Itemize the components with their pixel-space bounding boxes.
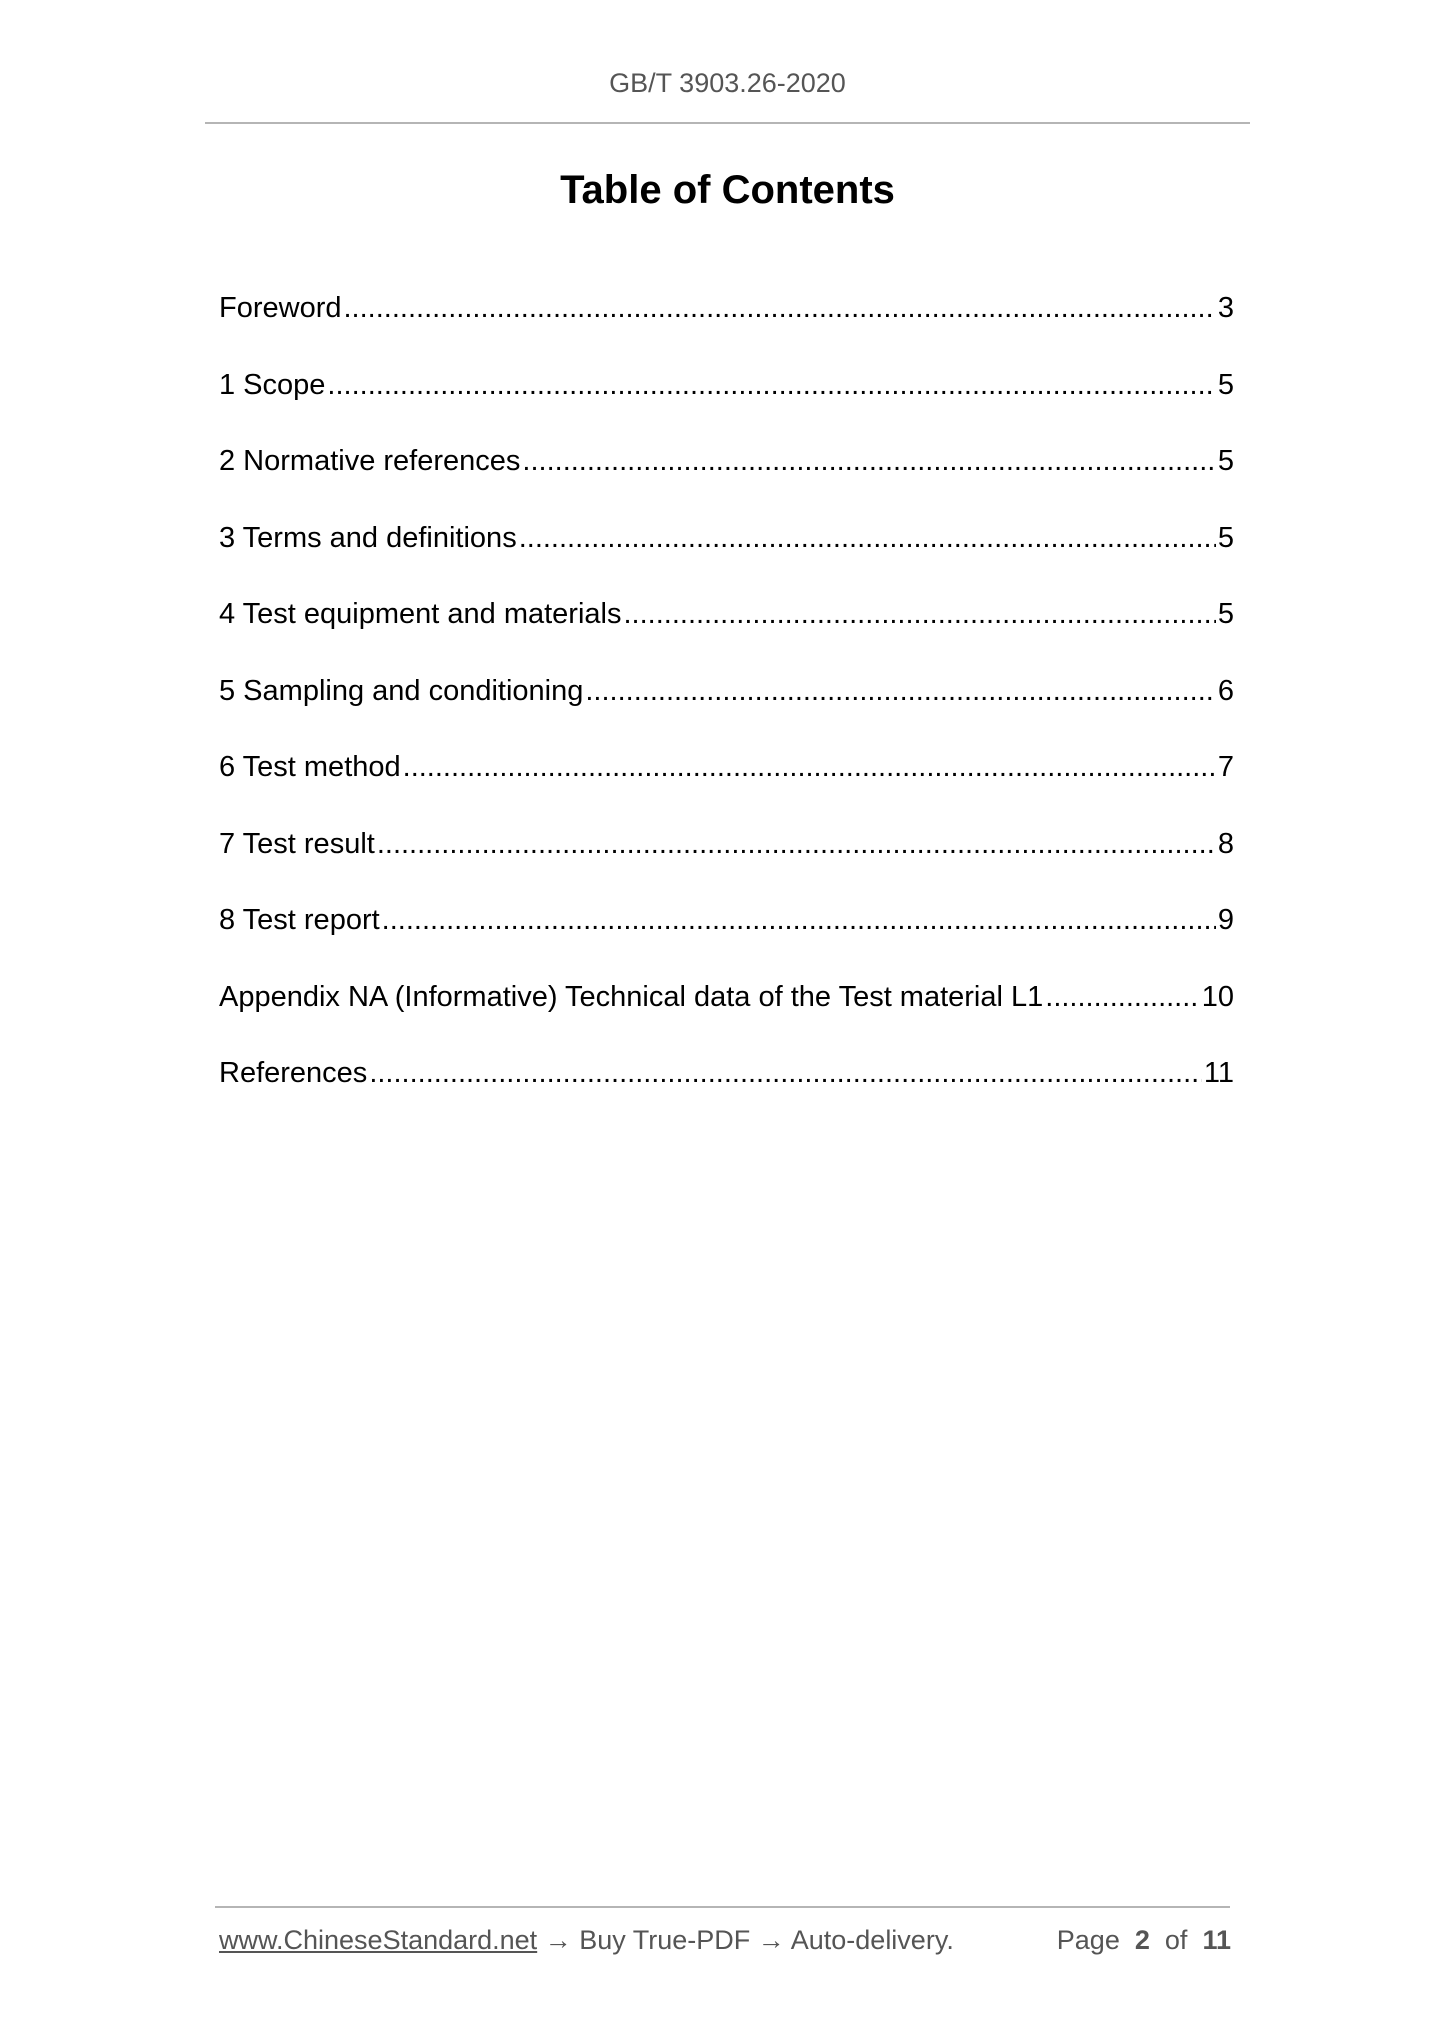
of-word: of [1164,1925,1188,1955]
toc-entry-label: 4 Test equipment and materials [219,598,622,630]
toc-entry-scope[interactable] [219,365,1234,442]
toc-entry-test-method[interactable] [219,747,1234,824]
toc-entry-label: 3 Terms and definitions [219,521,517,554]
footer-promo [219,1925,954,1956]
toc-entry-label: Appendix NA (Informative) Technical data of the Test material L1 [219,980,1044,1013]
toc-entry-references[interactable] [219,1053,1234,1130]
toc-dot-leader [1045,977,1199,1017]
toc-entry-page: 9 [1217,904,1234,936]
page-header: GB/T 3903.26-2020 [609,68,846,98]
toc-entry-label: Foreword [219,292,342,324]
header-divider [205,122,1250,124]
toc-entry-label: 6 Test method [219,751,401,783]
toc-entry-page: 5 [1217,445,1234,477]
toc-entry-page: 11 [1203,1057,1234,1089]
page-word: Page [1056,1925,1120,1955]
website-link[interactable]: www.ChineseStandard.net [219,1925,538,1955]
toc-dot-leader [585,671,1215,711]
toc-dot-leader [623,594,1215,634]
toc-entry-label: References [219,1057,368,1089]
toc-entry-test-report[interactable] [219,900,1234,977]
toc-entry-label: 2 Normative references [219,445,521,477]
page-number-indicator [1057,1925,1231,1956]
toc-entry-normative-references[interactable] [219,441,1234,518]
total-pages-number: 11 [1202,1925,1231,1955]
toc-entry-terms-and-definitions[interactable] [219,518,1234,595]
toc-entry-label: 8 Test report [219,904,380,936]
toc-dot-leader [369,1053,1202,1093]
toc-dot-leader [522,441,1215,481]
toc-entry-page: 10 [1201,980,1234,1013]
toc-entry-sampling[interactable] [219,671,1234,748]
toc-entry-page: 3 [1217,292,1234,324]
toc-dot-leader [344,288,1216,328]
toc-entry-test-equipment[interactable] [219,594,1234,671]
toc-dot-leader [377,824,1216,864]
toc-entry-page: 6 [1217,674,1234,707]
footer-divider [215,1906,1230,1908]
toc-entry-page: 8 [1217,827,1234,860]
toc-entry-test-result[interactable] [219,824,1234,901]
toc-entry-label: 7 Test result [219,827,375,860]
page-footer [219,1925,1231,1965]
toc-dot-leader [382,900,1216,940]
toc-entry-label: 5 Sampling and conditioning [219,674,584,707]
toc-entry-page: 5 [1217,521,1234,554]
toc-entry-page: 5 [1217,598,1234,630]
footer-tagline: → Buy True-PDF → Auto-delivery. [537,1925,954,1955]
current-page-number: 2 [1134,1925,1150,1955]
toc-entry-page: 5 [1217,368,1234,401]
toc-dot-leader [403,747,1216,787]
toc-list [219,288,1234,1130]
toc-title: Table of Contents [560,168,895,212]
toc-entry-foreword[interactable] [219,288,1234,365]
toc-entry-appendix-na[interactable] [219,977,1234,1054]
toc-dot-leader [327,365,1215,405]
toc-entry-page: 7 [1217,751,1234,783]
toc-dot-leader [519,518,1216,558]
toc-entry-label: 1 Scope [219,368,326,401]
